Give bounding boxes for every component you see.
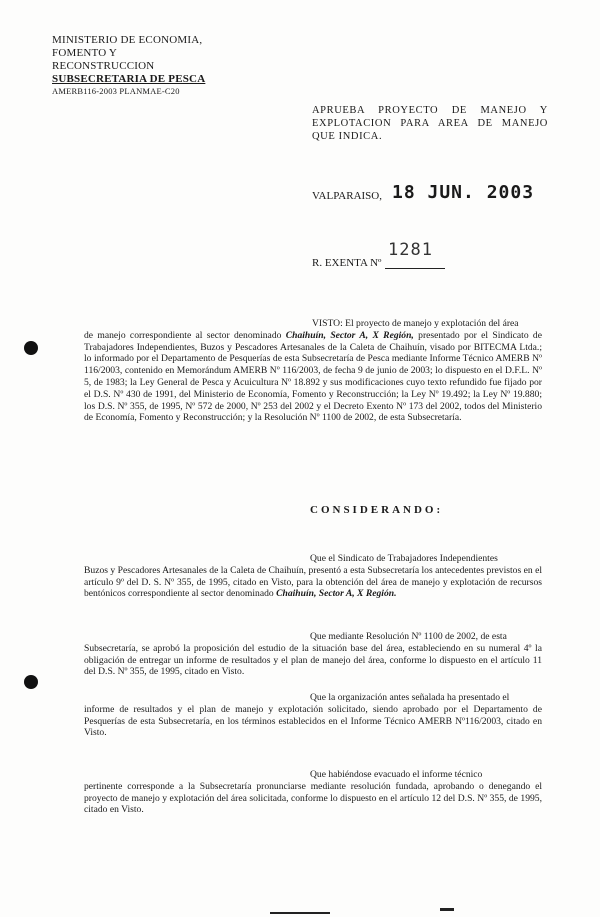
hole-punch-top — [24, 341, 38, 355]
considerando-paragraph-4 — [84, 769, 542, 816]
considerando-paragraph-2 — [84, 631, 542, 678]
hole-punch-bottom — [24, 675, 38, 689]
resolution-number: 1281 — [388, 240, 433, 260]
visto-first-line: VISTO: El proyecto de manejo y explotación del área — [312, 318, 519, 329]
resolution-underline — [385, 268, 445, 269]
visto-text-b: presentado por el Sindicato de Trabajadores Independientes, Buzos y Pescadores Artesanales de la Caleta de Chaihuín, visado por BITECMA Ltda.; lo informado por el Departamento de Pesquerías de esta Subsecretaría de Pesca mediante Informe Técnico AMERB Nº 116/2003, contenido en Memorándum AMERB Nº 116/2003, de fecha 9 de junio de 2003; lo dispuesto en el D.F.L. Nº 5, de 1983; la Ley General de Pesca y Acuicultura Nº 18.892 y sus modificaciones cuyo texto refundido fue fijado por el D.S. Nº 430 de 1991, del Ministerio de Economía, Fomento y Reconstrucción; la Ley Nº 19.492; la Ley Nº 19.880; los D.S. Nº 355, de 1995, Nº 572 de 2000, Nº 253 del 2002 y el Decreto Exento Nº 173 del 2002, todos del Ministerio de Economía, Fomento y Reconstrucción; y la Resolución Nº 1100 de 2002, de esta Subsecretaría. — [84, 329, 542, 424]
resolution-label: R. EXENTA Nº — [312, 257, 382, 269]
paragraph-3-body: informe de resultados y el plan de manejo y explotación solicitado, siendo aprobado por el Departamento de Pesquerías de esta Subsecretaría, en los términos establecidos en el Informe Técnico AMERB Nº116/2003, citado en Visto. — [84, 703, 542, 739]
ministry-header — [52, 34, 222, 96]
date-stamp: 18 JUN. 2003 — [392, 182, 535, 203]
paragraph-2-first-line: Que mediante Resolución Nº 1100 de 2002, de esta — [310, 631, 507, 642]
paragraph-1-first-line: Que el Sindicato de Trabajadores Independientes — [310, 553, 498, 564]
considerando-paragraph-1 — [84, 553, 542, 600]
paragraph-1-sector: Chaihuín, Sector A, X Región. — [276, 588, 397, 600]
ministry-line-2: FOMENTO Y RECONSTRUCCION — [52, 47, 155, 72]
visto-body — [84, 330, 542, 424]
reference-code: AMERB116-2003 PLANMAE-C20 — [52, 86, 180, 96]
paragraph-1-body — [84, 565, 542, 600]
resolution-subject: APRUEBA PROYECTO DE MANEJO Y EXPLOTACION PARA AREA DE MANEJO QUE INDICA. — [312, 105, 548, 142]
paragraph-4-body: pertinente corresponde a la Subsecretaría pronunciarse mediante resolución fundada, aprobando o denegando el proyecto de manejo y explotación del área solicitada, conforme lo dispuesto en el artículo 12 del D.S. Nº 355, de 1995, citado en Visto. — [84, 780, 542, 816]
visto-text-a: de manejo correspondiente al sector denominado — [84, 329, 286, 341]
scan-edge-mark — [270, 912, 330, 914]
visto-sector-name: Chaihuín, Sector A, X Región, — [285, 329, 414, 341]
scan-edge-mark-2 — [440, 908, 454, 911]
considerando-paragraph-3 — [84, 692, 542, 739]
place-label: VALPARAISO, — [312, 190, 382, 202]
visto-section — [84, 318, 542, 424]
paragraph-4-first-line: Que habiéndose evacuado el informe técnico — [310, 769, 483, 780]
paragraph-3-first-line: Que la organización antes señalada ha presentado el — [310, 692, 510, 703]
paragraph-2-body: Subsecretaría, se aprobó la proposición del estudio de la situación base del área, estableciendo en su numeral 4º la obligación de entregar un informe de resultados y el plan de manejo del área, conforme lo dispuesto en el artículo 11 del D.S. Nº 355, de 1995, citado en Visto. — [84, 642, 542, 678]
subsecretaria-line: SUBSECRETARIA DE PESCA — [52, 73, 206, 85]
paragraph-1-text: Buzos y Pescadores Artesanales de la Caleta de Chaihuín, presentó a esta Subsecretaría los antecedentes previstos en el artículo 9º del D. S. Nº 355, de 1995, citado en Visto, para la obtención del área de manejo y explotación de recursos bentónicos correspondiente al sector denominado — [84, 564, 542, 600]
considerando-title: CONSIDERANDO: — [310, 504, 444, 516]
ministry-line-1: MINISTERIO DE ECONOMIA, — [52, 34, 203, 46]
